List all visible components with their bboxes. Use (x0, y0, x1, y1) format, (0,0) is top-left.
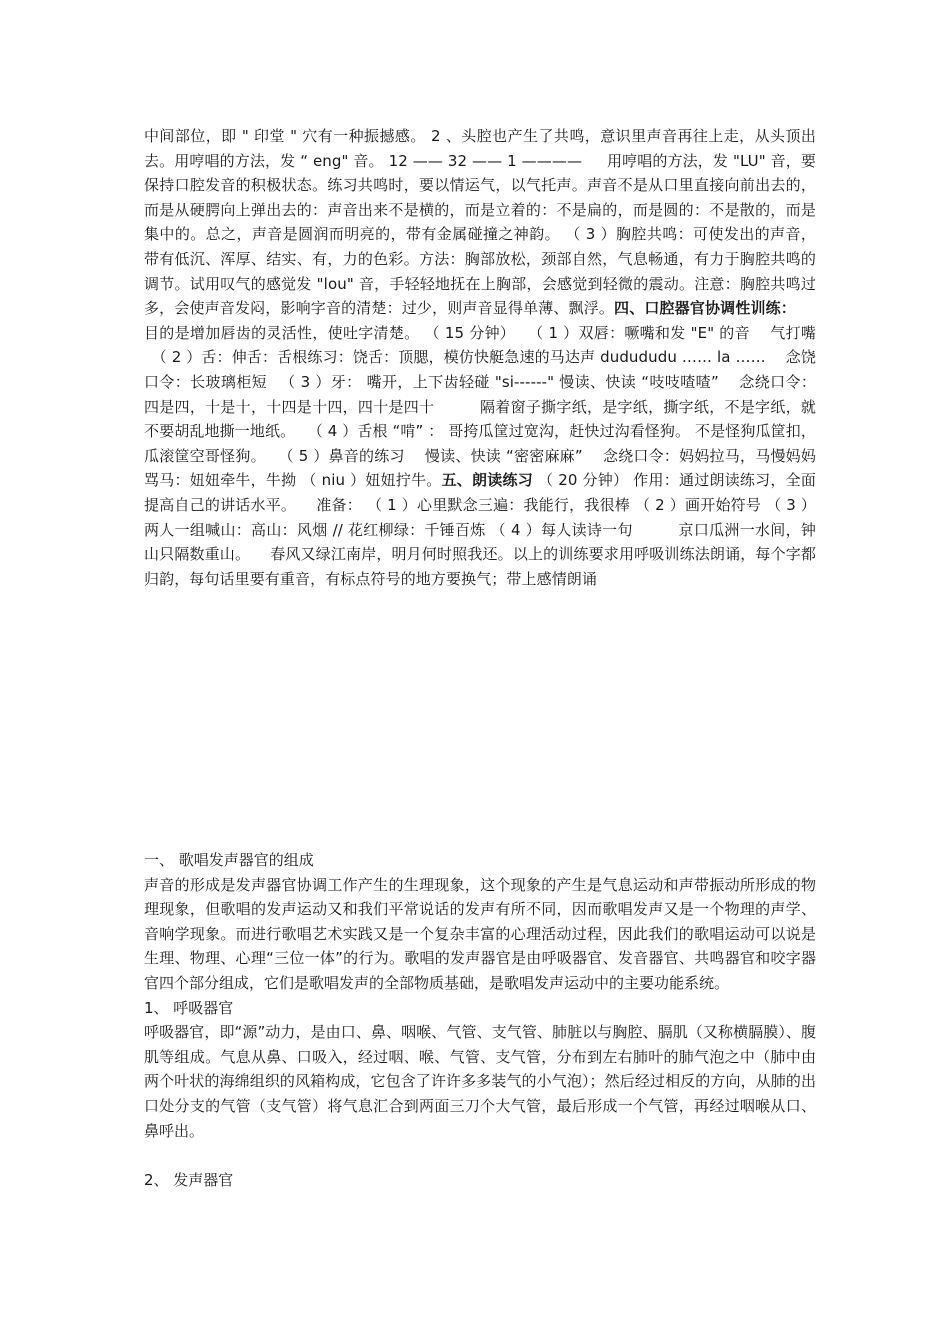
section-heading-vocal-organs: 一、 歌唱发声器官的组成 (144, 851, 314, 869)
reading-practice-paragraph: （ 20 分钟） 作用：通过朗读练习，全面提高自己的讲话水平。 准备： （ 1 ）心里默念三遍：我能行，我很棒 （ 2 ）画开始符号 （ 3 ）两人一组喊山：高山：风烟 // 花红柳绿：千锤百炼 （ 4 ）每人读诗一句 京口瓜洲一水间，钟山只隔数重山。 春风又绿江南岸，明月何时照我还。以上的训练要求用呼吸训练法朗诵，每个字都归韵，每句话里要有重音，有标点符号的地方要换气；带上感情朗诵 (144, 471, 816, 588)
chest-resonance-paragraph: 中间部位，即 " 印堂 " 穴有一种振撼感。 2 、头腔也产生了共鸣，意识里声音再往上走，从头顶出去。用哼唱的方法，发 “ eng" 音。 12 —— 32 —— 1 ———— 用哼唱的方法，发 "LU" 音，要保持口腔发音的积极状态。练习共鸣时，要以情运气，以气托声。声音不是从口里直接向前出去的，而是从硬腭向上弹出去的：声音出来不是横的，而是立着的：不是扁的，而是圆的：不是散的，而是集中的。总之，声音是圆润而明亮的，带有金属碰撞之神韵。 （ 3 ）胸腔共鸣：可使发出的声音，带有低沉、浑厚、结实、有，力的色彩。方法：胸部放松，颈部自然，气息畅通，有力于胸腔共鸣的调节。试用叹气的感觉发 "lou" 音，手轻轻地抚在上胸部，会感觉到轻微的震动。注意：胸腔共鸣过多，会使声音发闷，影响字音的清楚：过少，则声音显得单薄、飘浮。 (144, 127, 816, 318)
resonance-training-text (144, 124, 816, 591)
blank-line (144, 1143, 816, 1168)
subheading-respiratory-organs: 1、 呼吸器官 (144, 998, 234, 1017)
intro-paragraph: 声音的形成是发声器官协调工作产生的生理现象，这个现象的产生是气息运动和声带振动所形成的物理现象，但歌唱的发声运动又和我们平常说话的发声有所不同，因而歌唱发声又是一个物理的声学、音响学现象。而进行歌唱艺术实践又是一个复杂丰富的心理活动过程，因此我们的歌唱运动可以说是生理、物理、心理“三位一体”的行为。歌唱的发声器官是由呼吸器官、发音器官、共鸣器官和咬字器官四个部分组成，它们是歌唱发声的全部物质基础，是歌唱发声运动中的主要功能系统。 (144, 875, 816, 992)
vocal-organs-section (144, 848, 816, 1192)
respiratory-paragraph: 呼吸器官，即“源”动力，是由口、鼻、咽喉、气管、支气管、肺脏以与胸腔、膈肌（又称横膈膜）、腹肌等组成。气息从鼻、口吸入，经过咽、喉、气管、支气管，分布到左右肺叶的肺气泡之中（肺中由两个叶状的海绵组织的风箱构成，它包含了许许多多装气的小气泡）；然后经过相反的方向，从肺的出口处分支的气管（支气管）将气息汇合到两面三刀个大气管，最后形成一个气管，再经过咽喉从口、鼻呼出。 (144, 1023, 816, 1140)
oral-coordination-heading: 四、口腔器官协调性训练： (614, 299, 796, 318)
subheading-phonation-organs: 2、 发声器官 (144, 1170, 234, 1189)
oral-coordination-paragraph: 目的是增加唇齿的灵活性，使吐字清楚。 （ 15 分钟） （ 1 ）双唇：噘嘴和发 "E" 的音 气打嘴 （ 2 ）舌：伸舌：舌根练习：饶舌：顶腮，模仿快艇急速的马达声 dudududu …… la …… 念饶口令：长玻璃柜短 （ 3 ）牙： 嘴开，上下齿轻碰 "si------" 慢读、快读 “吱吱喳喳” 念绕口令：四是四，十是十，十四是十四，四十是四十 隔着窗子撕字纸，是字纸，撕字纸，不是字纸，就不要胡乱地撕一地纸。 （ 4 ）舌根 “啃” ： 哥挎瓜筐过宽沟，赶快过沟看怪狗。 不是怪狗瓜筐扣，瓜滚筐空哥怪狗。 （ 5 ）鼻音的练习 慢读、快读 “密密麻麻” 念绕口令：妈妈拉马，马慢妈妈骂马：妞妞牵牛，牛拗 （ niu ）妞妞拧牛。 (144, 299, 816, 490)
reading-practice-heading: 五、朗读练习 (441, 471, 533, 490)
